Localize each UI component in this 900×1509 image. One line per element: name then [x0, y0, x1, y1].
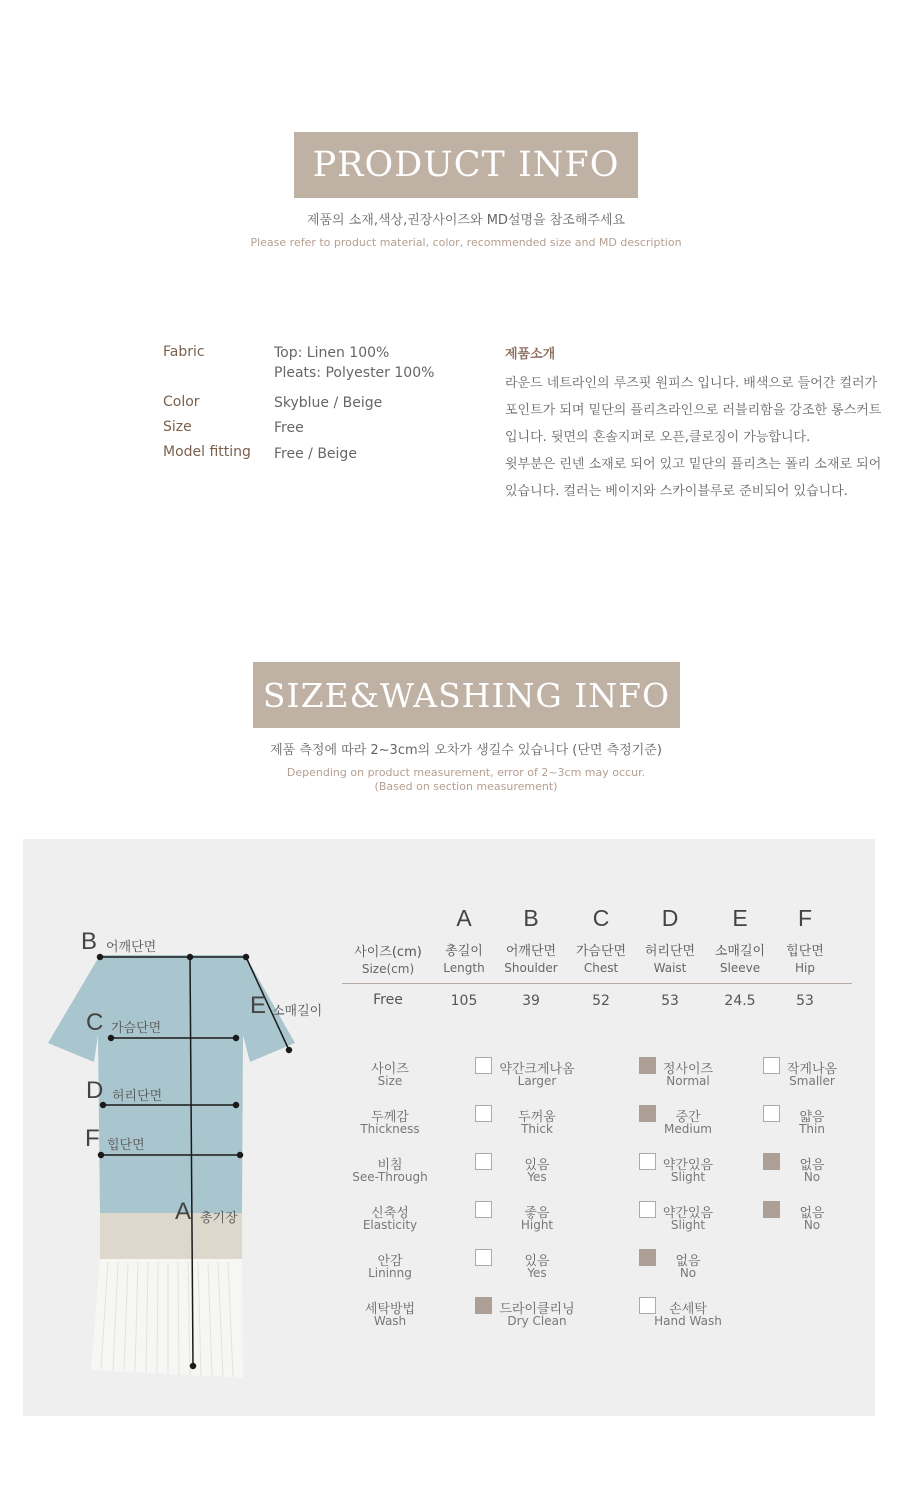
wash-row-label-en: See-Through [352, 1170, 428, 1184]
option-label-en: Normal [666, 1074, 710, 1088]
option-label-en: Thin [799, 1122, 825, 1136]
chest-measure-dot [109, 1036, 114, 1041]
option-label-en: Slight [670, 1170, 706, 1184]
hip-measure-dot [238, 1153, 243, 1158]
option-label-ko: 없음 [799, 1206, 825, 1221]
col-en-sleeve: Sleeve [719, 961, 761, 975]
col-en-length: Length [443, 961, 485, 975]
size-header-ko: 사이즈(cm) [354, 945, 422, 960]
model-fitting-label: Model fitting [163, 444, 251, 460]
color-label: Color [163, 394, 200, 410]
wash-row-label-ko: 사이즈 [371, 1062, 409, 1077]
option-label-ko: 얇음 [799, 1110, 825, 1125]
row-size-free: Free [373, 992, 403, 1008]
col-letter-b: B [523, 905, 539, 931]
col-en-hip: Hip [795, 961, 815, 975]
col-ko-waist: 허리단면 [644, 944, 696, 959]
col-letter-a: A [456, 905, 472, 931]
fabric-top-value: Top: Linen 100% [274, 345, 390, 361]
color-value: Skyblue / Beige [274, 395, 383, 411]
col-ko-shoulder: 어깨단면 [505, 944, 557, 959]
option-label-en: Smaller [789, 1074, 835, 1088]
size-info-subtitle-en: Depending on product measurement, error of 2~3cm may occur. [286, 766, 646, 779]
md-line: 포인트가 되며 밑단의 플리츠라인으로 러블리함을 강조한 롱스커트 [505, 403, 882, 418]
option-label-ko: 좋음 [524, 1206, 550, 1221]
size-header-en: Size(cm) [361, 962, 415, 976]
shoulder-measure-dot [98, 955, 103, 960]
chest-measure-dot [234, 1036, 239, 1041]
model-fitting-value: Free / Beige [274, 446, 357, 462]
size-washing-banner: SIZE&WASHING INFO [253, 662, 680, 728]
value-chest: 52 [592, 993, 610, 1009]
col-ko-length: 총길이 [445, 944, 483, 959]
measure-label-hip: 힙단면 [107, 1138, 145, 1153]
col-letter-f: F [797, 905, 813, 931]
option-label-ko: 약간있음 [662, 1158, 714, 1173]
measure-letter-d: D [86, 1077, 104, 1104]
option-label-en: Hand Wash [654, 1314, 722, 1328]
option-label-en: Dry Clean [507, 1314, 567, 1328]
option-label-ko: 손세탁 [669, 1302, 707, 1317]
length-measure-dot [188, 955, 193, 960]
fabric-label: Fabric [163, 344, 205, 360]
option-label-en: Hight [520, 1218, 554, 1232]
option-label-ko: 작게나옴 [786, 1062, 838, 1077]
waist-measure-dot [234, 1103, 239, 1108]
option-label-ko: 약간있음 [662, 1206, 714, 1221]
col-en-shoulder: Shoulder [504, 961, 558, 975]
measure-label-waist: 허리단면 [112, 1089, 163, 1104]
option-label-en: No [679, 1266, 697, 1280]
md-line: 입니다. 뒷면의 혼솔지퍼로 오픈,클로징이 가능합니다. [505, 430, 811, 445]
wash-row-label-en: Wash [373, 1314, 407, 1328]
size-value: Free [274, 420, 304, 436]
wash-row-label-ko: 안감 [377, 1254, 403, 1269]
size-table-divider [342, 983, 852, 984]
md-line: 윗부분은 린넨 소재로 되어 있고 밑단의 플리츠는 폴리 소재로 되어 [505, 457, 882, 472]
col-ko-hip: 힙단면 [786, 944, 824, 959]
option-label-ko: 있음 [524, 1254, 550, 1269]
measure-label-chest: 가슴단면 [111, 1021, 162, 1036]
option-label-ko: 두꺼움 [518, 1110, 556, 1125]
value-waist: 53 [661, 993, 679, 1009]
option-label-en: Larger [517, 1074, 557, 1088]
md-title: 제품소개 [505, 347, 556, 362]
wash-row-label-ko: 세탁방법 [364, 1302, 416, 1317]
size-info-subtitle-ko: 제품 측정에 따라 2~3cm의 오차가 생길수 있습니다 (단면 측정기준) [270, 743, 662, 758]
col-letter-e: E [732, 905, 748, 931]
product-info-subtitle-en: Please refer to product material, color, recommended size and MD description [250, 236, 682, 249]
measure-letter-e: E [250, 992, 267, 1019]
option-label-en: Thick [521, 1122, 553, 1136]
wash-row-label-en: Elasticity [362, 1218, 418, 1232]
option-label-ko: 정사이즈 [662, 1062, 714, 1077]
option-label-ko: 약간크게나옴 [499, 1062, 575, 1077]
measure-letter-f: F [85, 1125, 100, 1152]
option-label-en: Yes [527, 1170, 547, 1184]
col-en-chest: Chest [583, 961, 619, 975]
wash-row-label-ko: 신축성 [371, 1206, 409, 1221]
sleeve-measure-dot [287, 1048, 292, 1053]
wash-row-label-ko: 비침 [377, 1158, 403, 1173]
size-info-subtitle-en-2: (Based on section measurement) [374, 780, 558, 793]
wash-row-label-en: Size [377, 1074, 403, 1088]
measure-letter-b: B [81, 928, 98, 955]
option-label-ko: 중간 [675, 1110, 701, 1125]
option-label-ko: 있음 [524, 1158, 550, 1173]
measure-letter-c: C [86, 1009, 104, 1036]
option-label-ko: 드라이클리닝 [499, 1302, 575, 1317]
value-hip: 53 [796, 993, 814, 1009]
col-letter-c: C [592, 905, 610, 931]
option-label-en: Medium [664, 1122, 712, 1136]
md-line: 라운드 네트라인의 루즈핏 원피스 입니다. 배색으로 들어간 컬러가 [505, 376, 878, 391]
fabric-pleats-value: Pleats: Polyester 100% [274, 365, 435, 381]
size-label: Size [163, 419, 192, 435]
measure-letter-a: A [175, 1198, 192, 1225]
wash-row-label-ko: 두께감 [371, 1110, 409, 1125]
measure-label-length: 총기장 [200, 1211, 238, 1226]
hip-measure-dot [99, 1153, 104, 1158]
measure-label-shoulder: 어깨단면 [106, 940, 157, 955]
product-info-subtitle-ko: 제품의 소재,색상,권장사이즈와 MD설명을 참조해주세요 [306, 213, 626, 228]
wash-row-label-en: Lininng [368, 1266, 412, 1280]
option-label-ko: 없음 [675, 1254, 701, 1269]
length-measure-dot [191, 1364, 196, 1369]
option-label-en: Yes [527, 1266, 547, 1280]
col-letter-d: D [661, 905, 679, 931]
option-label-en: Slight [670, 1218, 706, 1232]
col-ko-sleeve: 소매길이 [714, 944, 766, 959]
option-label-ko: 없음 [799, 1158, 825, 1173]
option-label-en: No [803, 1170, 821, 1184]
wash-row-label-en: Thickness [360, 1122, 420, 1136]
value-length: 105 [450, 993, 478, 1009]
option-label-en: No [803, 1218, 821, 1232]
md-line: 있습니다. 컬러는 베이지와 스카이블루로 준비되어 있습니다. [505, 484, 848, 499]
value-sleeve: 24.5 [724, 993, 756, 1009]
product-info-banner: PRODUCT INFO [294, 132, 638, 198]
col-ko-chest: 가슴단면 [575, 944, 627, 959]
measure-label-sleeve: 소매길이 [272, 1004, 323, 1019]
value-shoulder: 39 [522, 993, 540, 1009]
col-en-waist: Waist [653, 961, 687, 975]
